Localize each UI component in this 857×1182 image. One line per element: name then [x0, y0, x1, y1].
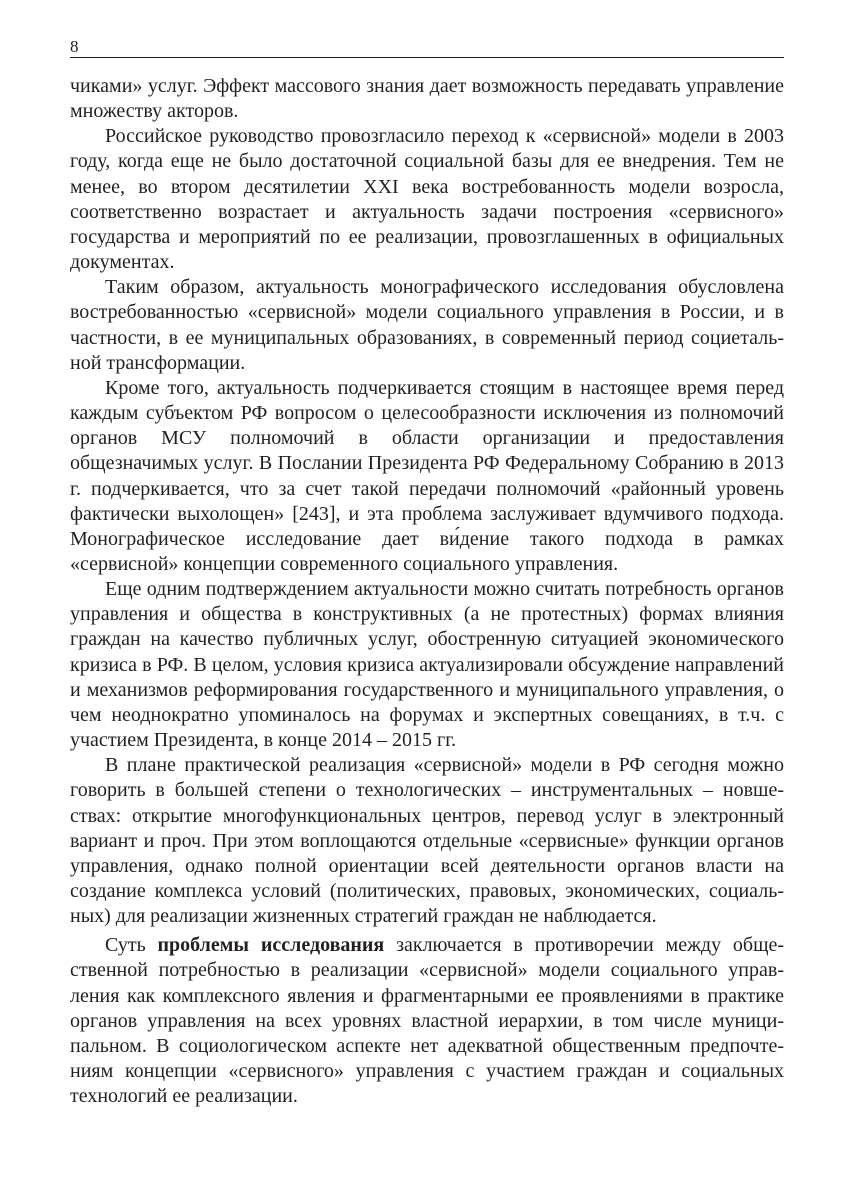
paragraph: Еще одним подтверждением актуальности можно считать потребность органов управления и общества в конструктивных (а не протестных) формах влияния граждан на качество публичных услуг, обостренную ситуацией экономического кризиса в РФ. В целом, условия кризиса актуализировали обсуждение направлений и механизмов реформирования государственного и муниципального управления, о чем неоднократно упоминалось на форумах и экспертных совещаниях, в т.ч. с участием Президента, в конце 2014 – 2015 гг. [70, 578, 784, 752]
paragraph-text-after: заключается в противоречии между общественной потребностью в реализации «сервисной» модели социального управления как комплексного явления и фрагментарными ее проявлениями в практике органов управления на всех уровнях властной иерархии, в том числе муниципальном. В социологическом аспекте нет адекватной общественным предпочтениям концепции «сервисного» управления с участием граждан и социальных технологий ее реализации. [70, 934, 785, 1108]
paragraph-text-before: Суть [105, 934, 158, 957]
paragraph-continuation: чиками» услуг. Эффект массового знания дает возможность передавать управление множеству акторов. [70, 75, 784, 123]
body-text [70, 74, 784, 1109]
paragraph: В плане практической реализация «сервисной» модели в РФ сегодня можно говорить в большей степени о технологических – инструментальных – новшествах: открытие многофункциональных центров, перевод услуг в электронный вариант и проч. При этом воплощаются отдельные «сервисные» функции органов управления, однако полной ориентации всей деятельности органов власти на создание комплекса условий (политических, правовых, экономических, социальных) для реализации жизненных стратегий граждан не наблюдается. [70, 754, 784, 928]
page-number: 8 [70, 37, 79, 56]
paragraph: Таким образом, актуальность монографического исследования обусловлена востребованностью «сервисной» модели социального управления в России, и в частности, в ее муниципальных образованиях, в современный период социетальной трансформации. [70, 276, 784, 374]
header-rule [70, 57, 784, 58]
paragraph: Кроме того, актуальность подчеркивается стоящим в настоящее время перед каждым субъектом РФ вопросом о целесообразности исключения из полномочий органов МСУ полномочий в области организации и предоставления общезначимых услуг. В Послании Президента РФ Федеральному Собранию в 2013 г. подчеркивается, что за счет такой передачи полномочий «районный уровень фактически выхолощен» [243], и эта проблема заслуживает вдумчивого подхода. Монографическое исследование дает ви́дение такого подхода в рамках «сервисной» концепции современного социального управления. [70, 376, 784, 575]
bold-term: проблемы исследования [157, 934, 385, 957]
paragraph-research-problem [70, 933, 784, 1109]
paragraph: Российское руководство провозгласило переход к «сервисной» модели в 2003 году, когда еще не было достаточной социальной базы для ее внедрения. Тем не менее, во втором десятилетии XXI века востребованность модели возросла, соответственно возрастает и актуальность задачи построения «сервисного» государства и мероприятий по ее реализации, провозглашенных в официальных документах. [70, 125, 784, 274]
